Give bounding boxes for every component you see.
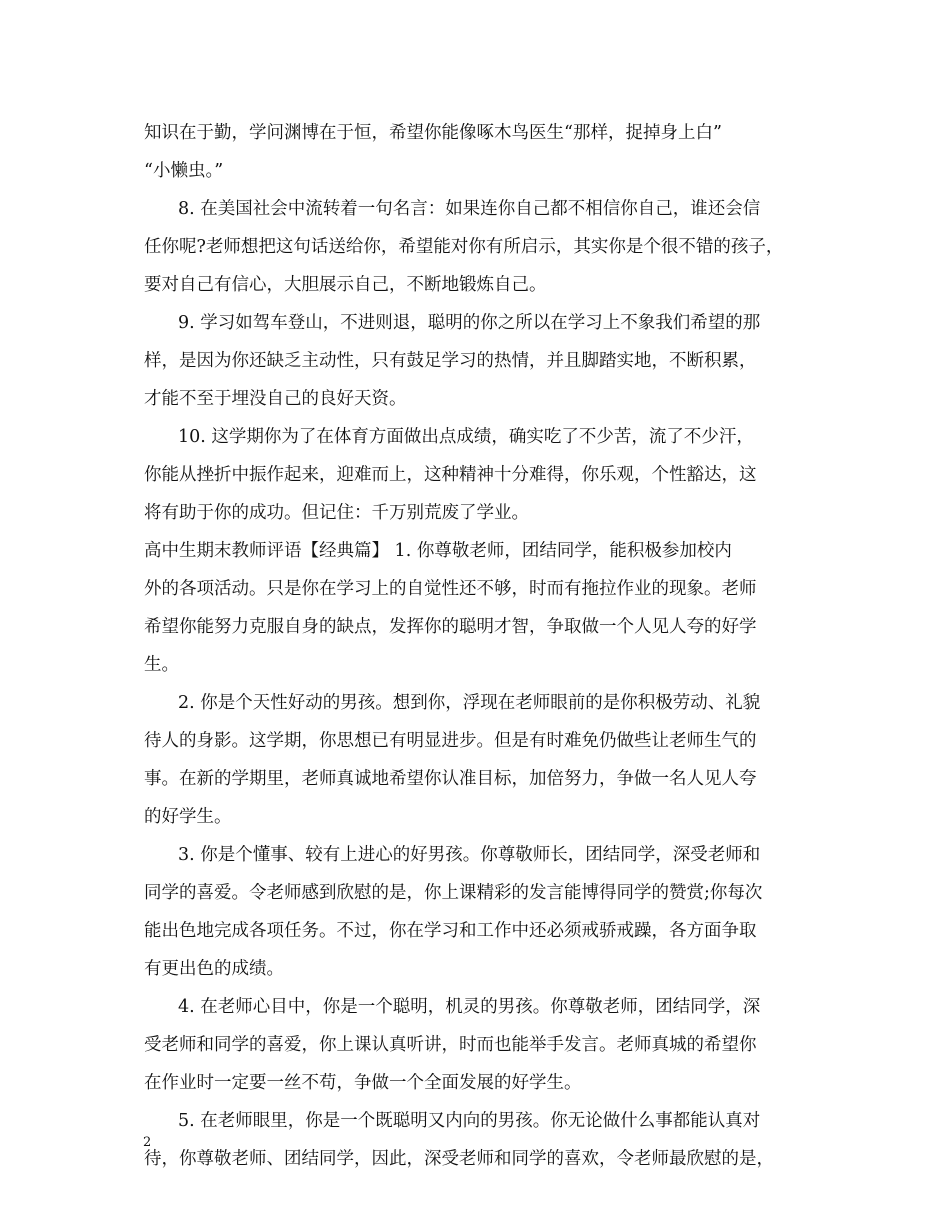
text-line: 希望你能努力克服自身的缺点，发挥你的聪明才智，争取做一个人见人夸的好学: [144, 617, 757, 637]
text-line: 才能不至于埋没自己的良好天资。: [144, 389, 407, 409]
text-line: 9. 学习如驾车登山，不进则退，聪明的你之所以在学习上不象我们希望的那: [178, 313, 761, 333]
text-line: 任你呢?老师想把这句话送给你，希望能对你有所启示，其实你是个很不错的孩子，: [144, 237, 784, 257]
text-line: 待，你尊敬老师、团结同学，因此，深受老师和同学的喜欢，令老师最欣慰的是，: [144, 1149, 774, 1169]
text-line: 2. 你是个天性好动的男孩。想到你，浮现在老师眼前的是你积极劳动、礼貌: [178, 693, 761, 713]
text-line: 外的各项活动。只是你在学习上的自觉性还不够，时而有拖拉作业的现象。老师: [144, 579, 757, 599]
body-text: [144, 114, 824, 1178]
page-number: 2: [143, 1135, 152, 1150]
text-line: 高中生期末教师评语【经典篇】 1. 你尊敬老师，团结同学，能积极参加校内: [144, 541, 732, 561]
text-line: 要对自己有信心，大胆展示自己，不断地锻炼自己。: [144, 275, 547, 295]
text-line: 将有助于你的成功。但记住：千万别荒废了学业。: [144, 503, 529, 523]
text-line: 事。在新的学期里，老师真诚地希望你认准目标，加倍努力，争做一名人见人夸: [144, 769, 757, 789]
text-line: 的好学生。: [144, 807, 232, 827]
text-line: 3. 你是个懂事、较有上进心的好男孩。你尊敬师长，团结同学，深受老师和: [178, 845, 761, 865]
text-line: 有更出色的成绩。: [144, 959, 284, 979]
text-line: 能出色地完成各项任务。不过，你在学习和工作中还必须戒骄戒躁，各方面争取: [144, 921, 757, 941]
text-line: 你能从挫折中振作起来，迎难而上，这种精神十分难得，你乐观，个性豁达，这: [144, 465, 757, 485]
text-line: 受老师和同学的喜爱，你上课认真听讲，时而也能举手发言。老师真城的希望你: [144, 1035, 757, 1055]
text-line: “小懒虫。”: [144, 161, 224, 181]
text-line: 生。: [144, 655, 179, 675]
text-line: 5. 在老师眼里，你是一个既聪明又内向的男孩。你无论做什么事都能认真对: [178, 1111, 761, 1131]
text-line: 4. 在老师心目中，你是一个聪明，机灵的男孩。你尊敬老师，团结同学，深: [178, 997, 761, 1017]
text-line: 知识在于勤，学问渊博在于恒，希望你能像啄木鸟医生“那样，捉掉身上白”: [144, 123, 722, 143]
text-line: 10. 这学期你为了在体育方面做出点成绩，确实吃了不少苦，流了不少汗，: [178, 427, 754, 447]
text-line: 样，是因为你还缺乏主动性，只有鼓足学习的热情，并且脚踏实地，不断积累，: [144, 351, 757, 371]
text-line: 待人的身影。这学期，你思想已有明显进步。但是有时难免仍做些让老师生气的: [144, 731, 757, 751]
text-line: 同学的喜爱。令老师感到欣慰的是，你上课精彩的发言能博得同学的赞赏;你每次: [144, 883, 763, 903]
text-line: 8. 在美国社会中流转着一句名言：如果连你自己都不相信你自己，谁还会信: [178, 199, 761, 219]
text-line: 在作业时一定要一丝不苟，争做一个全面发展的好学生。: [144, 1073, 582, 1093]
